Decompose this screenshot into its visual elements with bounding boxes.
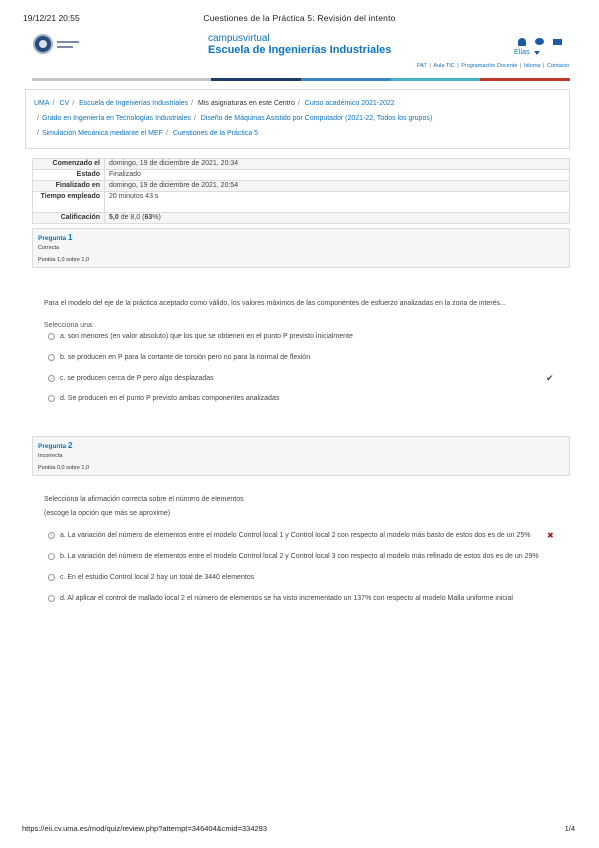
- question-2-info: [32, 436, 570, 476]
- question-grade: Puntúa 1,0 sobre 1,0: [38, 257, 90, 263]
- table-row: [33, 170, 570, 181]
- answer-option[interactable]: a. La variación del número de elementos entre el modelo Control local 1 y Control local 2 con respecto al modelo más basto de estos dos es de un 25%: [48, 532, 530, 539]
- question-1-info: [32, 228, 570, 268]
- chevron-down-icon[interactable]: [534, 51, 540, 55]
- color-bar-segment: [391, 78, 481, 81]
- link-pat[interactable]: PAT: [417, 63, 427, 69]
- breadcrumb-item[interactable]: Simulación Mecánica mediante el MEF: [41, 130, 163, 137]
- site-header: [30, 30, 570, 82]
- question-state: Correcta: [38, 245, 60, 251]
- user-menu: [514, 35, 570, 59]
- summary-value: domingo, 19 de diciembre de 2021, 20:54: [105, 181, 570, 192]
- top-links: PAT | Aula TIC | Programación Docente | Idioma | Contacto: [417, 63, 569, 69]
- grade-value: 5,0 de 8,0 (63%): [105, 213, 570, 224]
- breadcrumb-item[interactable]: CV: [59, 100, 70, 107]
- table-row: [33, 181, 570, 192]
- table-row: [33, 213, 570, 224]
- radio-button[interactable]: [48, 574, 55, 581]
- link-contacto[interactable]: Contacto: [546, 63, 569, 69]
- question-state: Incorrecta: [38, 453, 63, 459]
- school-name: Escuela de Ingenierías Industriales: [208, 44, 392, 56]
- color-bar-segment: [301, 78, 391, 81]
- summary-value: Finalizado: [105, 170, 570, 181]
- user-name[interactable]: Elías: [514, 49, 530, 56]
- answer-option[interactable]: a. son menores (en valor absoluto) que los que se obtienen en el punto P previsto inicialmente: [48, 333, 353, 340]
- color-bar-segment: [122, 78, 212, 81]
- campus-label: campusvirtual: [208, 33, 270, 44]
- cross-icon: ✖: [547, 531, 554, 540]
- answer-option[interactable]: d. Al aplicar el control de mallado local 2 el número de elementos se ha visto incrementado un 137% con respecto al modelo Malla uniforme inicial: [48, 595, 513, 602]
- breadcrumb-item[interactable]: Curso académico 2021-2022: [304, 100, 395, 107]
- breadcrumb-item[interactable]: Escuela de Ingenierías Industriales: [79, 100, 189, 107]
- mail-icon[interactable]: [553, 39, 562, 45]
- radio-button[interactable]: [48, 553, 55, 560]
- summary-label: Estado: [33, 170, 105, 181]
- breadcrumb-item[interactable]: UMA: [34, 100, 50, 107]
- radio-button-selected[interactable]: [48, 375, 55, 382]
- grade-label: Calificación: [33, 213, 105, 224]
- print-title: Cuestiones de la Práctica 5: Revisión del intento: [203, 13, 396, 23]
- bell-icon[interactable]: [518, 38, 526, 46]
- table-row: [33, 159, 570, 170]
- print-url: https://eii.cv.uma.es/mod/quiz/review.php?attempt=346404&cmid=334293: [22, 824, 268, 833]
- chat-icon[interactable]: [535, 38, 544, 45]
- question-1-prompt: Selecciona una:: [44, 322, 94, 329]
- question-2-subtext: (escoge la opción que más se aproxime): [44, 510, 171, 517]
- page-number: 1/4: [564, 824, 575, 833]
- question-2-text: Selecciona la afirmación correcta sobre el número de elementos: [44, 496, 244, 503]
- breadcrumb: UMA / CV / Escuela de Ingenierías Industriales / Mis asignaturas en este Centro / Curso académico 2021-2022 / Grado en Ingeniería en Tecnologías Industriales / Diseño de Máquinas Asistido por Computador (2021-22, Todos los grupos) / Simulación Mecánica mediante el MEF / Cuestiones de la Práctica 5: [25, 89, 570, 149]
- site-brand[interactable]: [208, 33, 391, 57]
- radio-button[interactable]: [48, 354, 55, 361]
- breadcrumb-item: Mis asignaturas en este Centro: [197, 100, 295, 107]
- question-number: Pregunta 1: [38, 233, 73, 242]
- color-bar: [32, 78, 570, 81]
- summary-label: Comenzado el: [33, 159, 105, 170]
- check-icon: ✔: [546, 373, 554, 383]
- summary-value: domingo, 19 de diciembre de 2021, 20:34: [105, 159, 570, 170]
- answer-option[interactable]: b. se producen en P para la cortante de torsión pero no para la normal de flexión: [48, 354, 310, 361]
- link-aula-tic[interactable]: Aula TIC: [433, 63, 455, 69]
- print-datetime: 19/12/21 20:55: [23, 13, 80, 23]
- table-row: [33, 192, 570, 213]
- answer-option[interactable]: c. se producen cerca de P pero algo desplazadas: [48, 375, 214, 382]
- radio-button[interactable]: [48, 595, 55, 602]
- radio-button-selected[interactable]: [48, 532, 55, 539]
- answer-option[interactable]: b. La variación del número de elementos entre el modelo Control local 2 y Control local 3 con respecto al modelo más refinado de estos dos es de un 29%: [48, 553, 539, 560]
- answer-option[interactable]: c. En el estudio Control local 2 hay un total de 3440 elementos: [48, 574, 254, 581]
- breadcrumb-item[interactable]: Grado en Ingeniería en Tecnologías Industriales: [41, 115, 191, 122]
- summary-value: 20 minutos 43 s: [105, 192, 570, 213]
- link-idioma[interactable]: Idioma: [523, 63, 541, 69]
- answer-option[interactable]: d. Se producen en el punto P previsto ambas componentes analizadas: [48, 395, 279, 402]
- color-bar-segment: [32, 78, 122, 81]
- color-bar-segment: [211, 78, 301, 81]
- color-bar-segment: [480, 78, 570, 81]
- attempt-summary-table: [32, 158, 570, 224]
- question-number: Pregunta 2: [38, 441, 73, 450]
- summary-label: Tiempo empleado: [33, 192, 105, 213]
- radio-button[interactable]: [48, 395, 55, 402]
- university-logo[interactable]: [33, 32, 93, 56]
- link-programacion[interactable]: Programación Docente: [461, 63, 518, 69]
- breadcrumb-item[interactable]: Cuestiones de la Práctica 5: [172, 130, 259, 137]
- university-seal-icon: [33, 34, 53, 54]
- print-header: [0, 13, 599, 25]
- question-1-text: Para el modelo del eje de la práctica aceptado como válido, los valores máximos de las componentes de esfuerzo analizadas en la zona de interés...: [44, 300, 506, 307]
- question-grade: Puntúa 0,0 sobre 1,0: [38, 465, 90, 471]
- breadcrumb-item[interactable]: Diseño de Máquinas Asistido por Computador (2021-22, Todos los grupos): [200, 115, 433, 122]
- summary-label: Finalizado en: [33, 181, 105, 192]
- radio-button[interactable]: [48, 333, 55, 340]
